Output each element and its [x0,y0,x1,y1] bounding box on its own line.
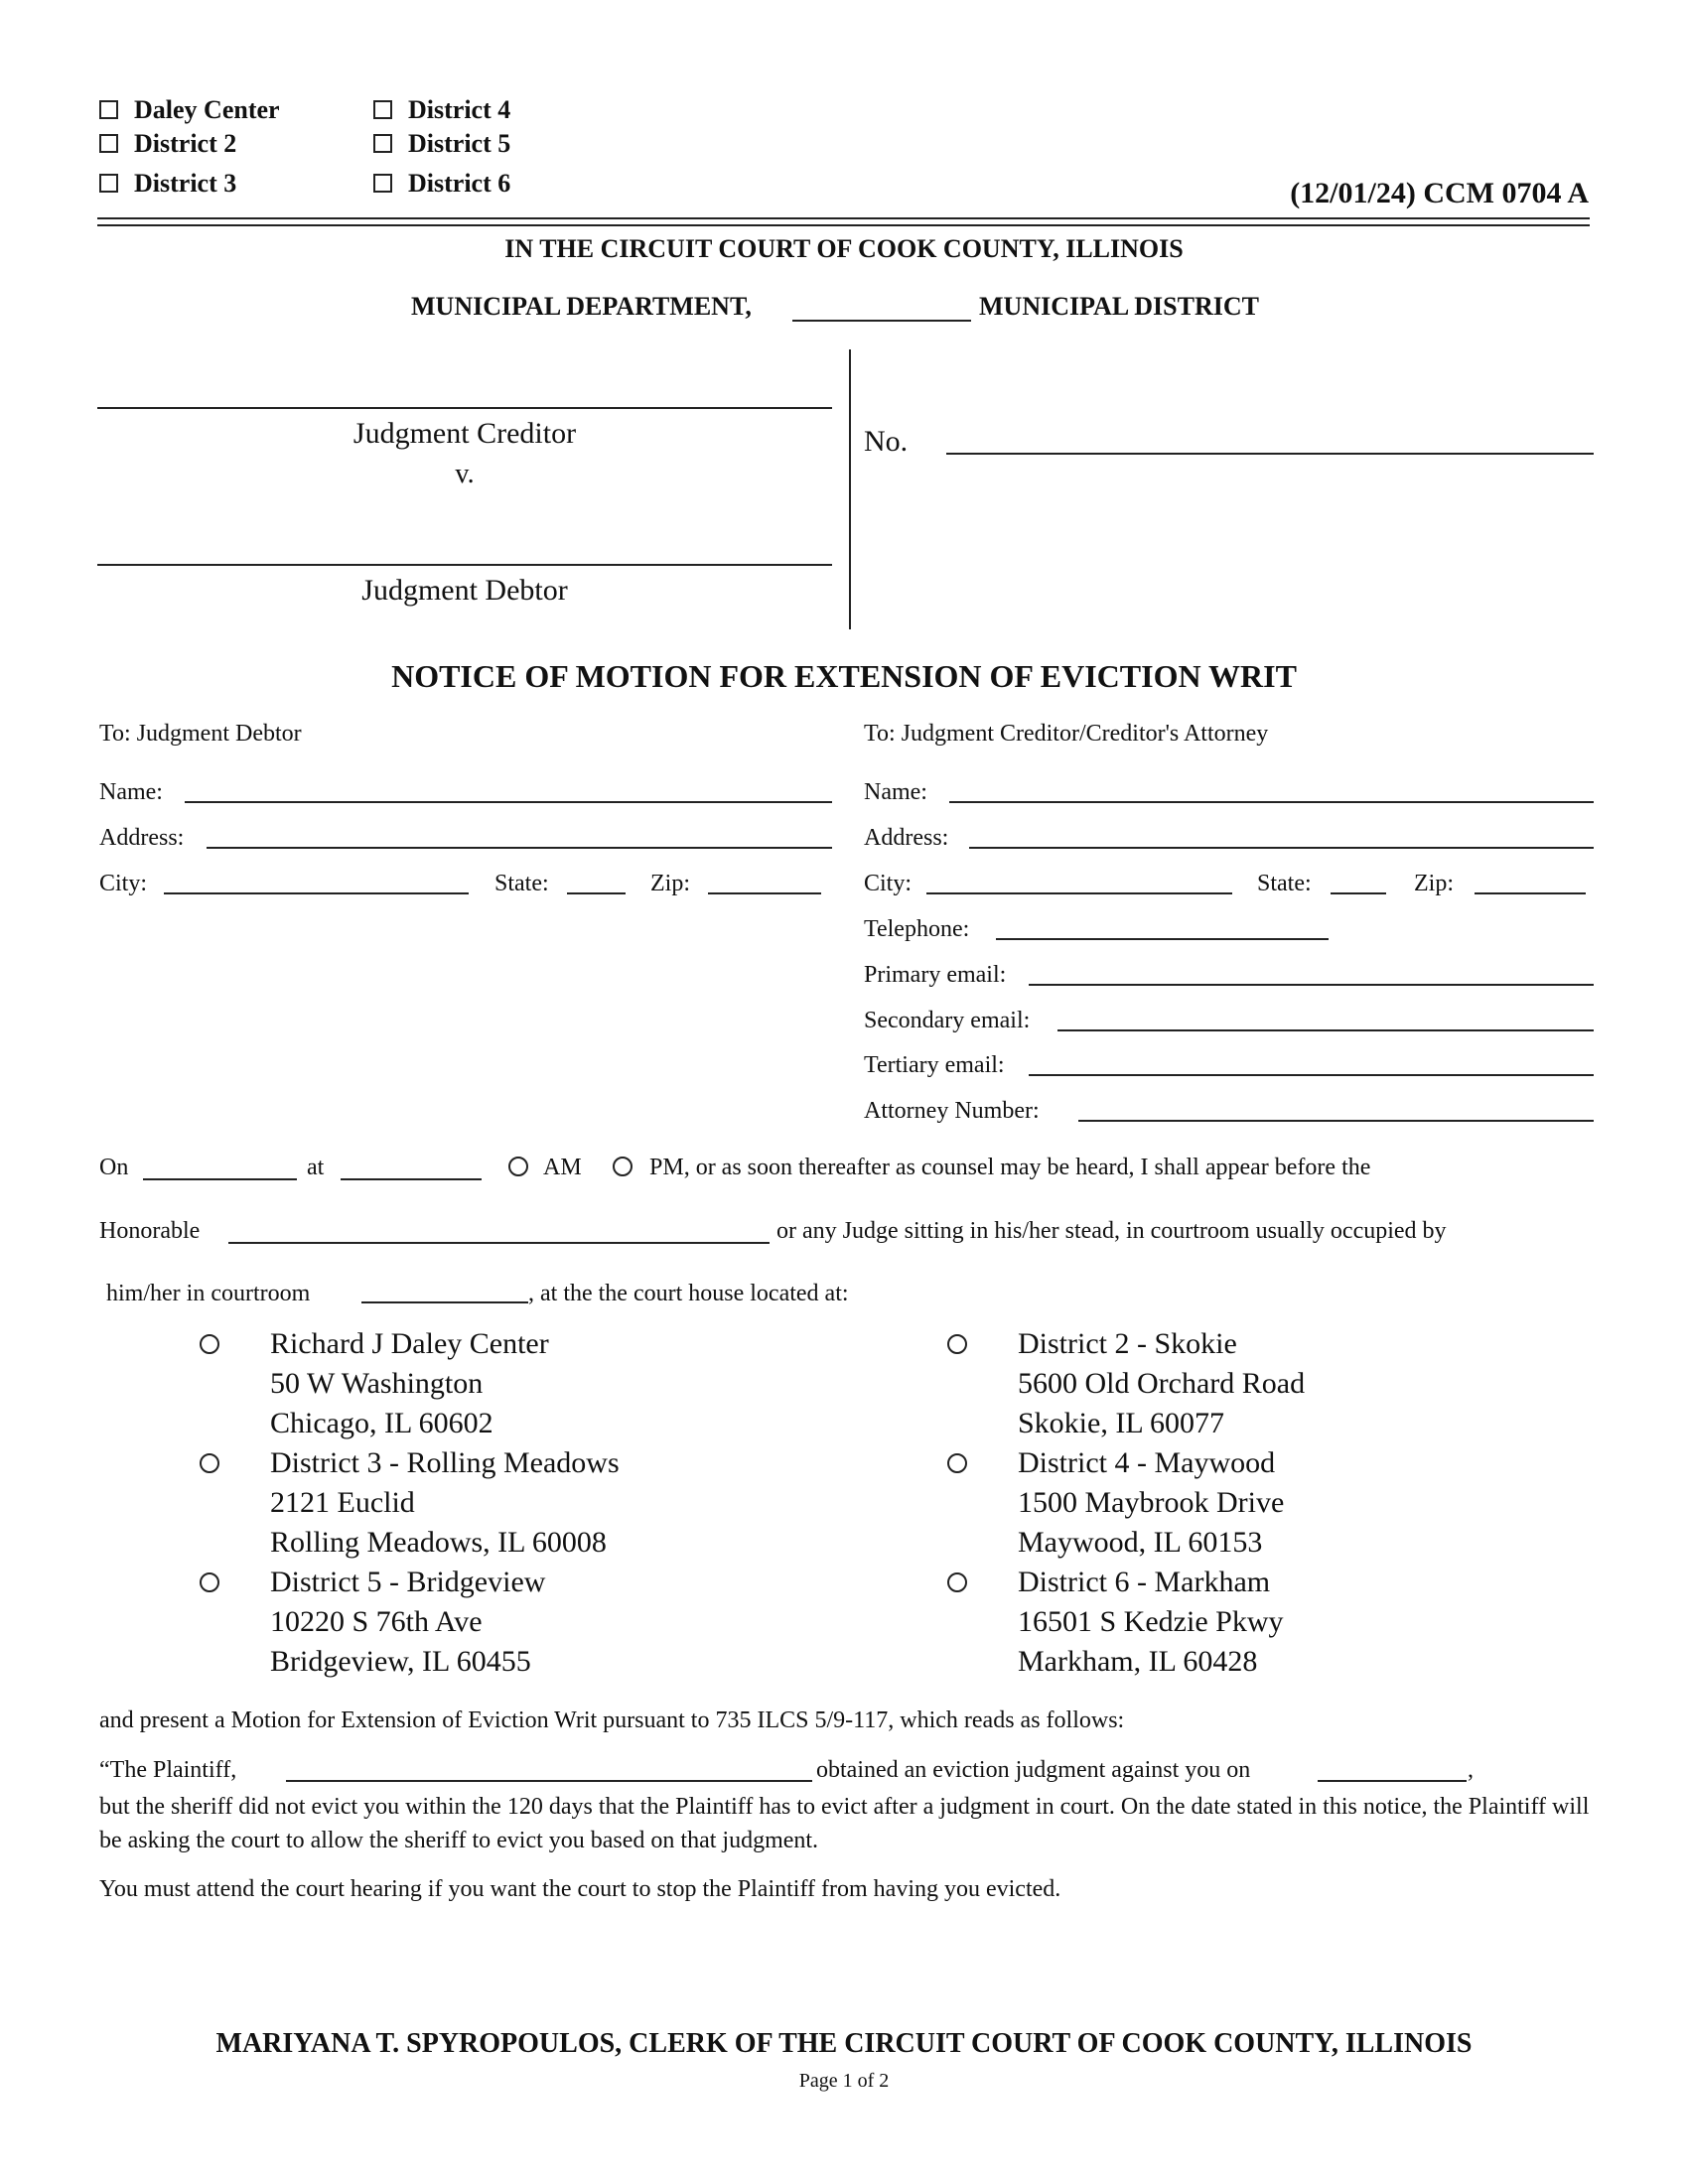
court-title: IN THE CIRCUIT COURT OF COOK COUNTY, ILLINOIS [504,234,1184,263]
comma: , [1468,1757,1474,1783]
to-debtor-heading: To: Judgment Debtor [99,721,302,747]
debtor-zip-label: Zip: [650,871,690,896]
debtor-address-label: Address: [99,825,185,851]
location-name: District 3 - Rolling Meadows [270,1446,620,1479]
judgment-date-field[interactable] [1318,1780,1467,1782]
hearing-date-field[interactable] [143,1178,297,1180]
checkbox-box[interactable] [373,100,392,119]
location-name: Richard J Daley Center [270,1327,549,1360]
creditor-address-label: Address: [864,825,949,851]
checkbox-box[interactable] [99,100,118,119]
location-district-3 [270,1443,620,1563]
checkbox-box[interactable] [99,174,118,193]
at-label: at [307,1155,325,1180]
location-name: District 5 - Bridgeview [270,1566,546,1598]
telephone-label: Telephone: [864,916,970,942]
district-label: MUNICIPAL DISTRICT [979,292,1259,321]
primary-email-field[interactable] [1029,984,1594,986]
location-name: District 2 - Skokie [1018,1327,1237,1360]
location-street: 5600 Old Orchard Road [1018,1367,1306,1400]
present-text: and present a Motion for Extension of Eviction Writ pursuant to 735 ILCS 5/9-117, which reads as follows: [99,1707,1125,1733]
creditor-zip-field[interactable] [1475,892,1586,894]
location-street: 10220 S 76th Ave [270,1605,483,1638]
location-street: 2121 Euclid [270,1486,415,1519]
creditor-state-field[interactable] [1331,892,1386,894]
location-radio-district-3[interactable] [200,1453,219,1473]
location-city: Chicago, IL 60602 [270,1407,493,1439]
checkbox-district-6[interactable]: District 6 [373,169,510,199]
location-district-2 [1018,1324,1305,1443]
plaintiff-name-field[interactable] [286,1780,812,1782]
debtor-address-field[interactable] [207,847,832,849]
location-name: District 4 - Maywood [1018,1446,1276,1479]
attorney-number-label: Attorney Number: [864,1098,1040,1124]
location-radio-district-2[interactable] [947,1334,967,1354]
primary-email-label: Primary email: [864,962,1007,988]
debtor-city-label: City: [99,871,148,896]
location-radio-district-6[interactable] [947,1572,967,1592]
creditor-name-label: Name: [864,779,927,805]
checkbox-box[interactable] [99,134,118,153]
location-city: Markham, IL 60428 [1018,1645,1258,1678]
creditor-zip-label: Zip: [1414,871,1454,896]
header-divider [97,224,1590,226]
on-label: On [99,1155,129,1180]
courtroom-label: him/her in courtroom [106,1281,311,1306]
checkbox-box[interactable] [373,174,392,193]
checkbox-daley-center[interactable]: Daley Center [99,95,280,125]
checkbox-district-5[interactable]: District 5 [373,129,510,159]
debtor-state-label: State: [494,871,549,896]
sheriff-text: but the sheriff did not evict you within the 120 days that the Plaintiff has to evict after a judgment in court. On the date stated in this notice, the Plaintiff will be asking the court to allow the sheriff to evict you based on that judgment. [99,1794,1590,1853]
checkbox-district-4[interactable]: District 4 [373,95,510,125]
telephone-field[interactable] [996,938,1329,940]
dept-label: MUNICIPAL DEPARTMENT, [411,292,752,321]
honorable-label: Honorable [99,1218,201,1244]
location-radio-district-5[interactable] [200,1572,219,1592]
attorney-number-field[interactable] [1078,1120,1594,1122]
location-city: Skokie, IL 60077 [1018,1407,1225,1439]
judgment-debtor-field[interactable] [97,564,832,566]
hearing-time-field[interactable] [341,1178,482,1180]
judge-text: or any Judge sitting in his/her stead, in courtroom usually occupied by [776,1218,1447,1244]
location-district-6 [1018,1563,1283,1682]
case-number-label: No. [864,425,909,458]
pm-text: PM, or as soon thereafter as counsel may be heard, I shall appear before the [649,1155,1371,1180]
location-radio-daley[interactable] [200,1334,219,1354]
debtor-name-label: Name: [99,779,163,805]
checkbox-district-3[interactable]: District 3 [99,169,236,199]
secondary-email-label: Secondary email: [864,1008,1031,1033]
creditor-state-label: State: [1257,871,1312,896]
case-number-field[interactable] [946,453,1594,455]
location-daley [270,1324,549,1443]
creditor-name-field[interactable] [949,801,1594,803]
plaintiff-label: “The Plaintiff, [99,1757,237,1783]
form-code: (12/01/24) CCM 0704 A [1290,177,1589,209]
judge-name-field[interactable] [228,1242,770,1244]
debtor-state-field[interactable] [567,892,626,894]
am-radio[interactable] [508,1157,528,1176]
clerk-footer: MARIYANA T. SPYROPOULOS, CLERK OF THE CIRCUIT COURT OF COOK COUNTY, ILLINOIS [215,2028,1473,2059]
location-city: Rolling Meadows, IL 60008 [270,1526,607,1559]
location-radio-district-4[interactable] [947,1453,967,1473]
creditor-city-label: City: [864,871,913,896]
district-number-field[interactable] [792,320,971,322]
courtroom-field[interactable] [361,1301,528,1303]
caption-divider [849,349,851,629]
courthouse-text: , at the the court house located at: [528,1281,849,1306]
header-divider [97,217,1590,219]
checkbox-district-2[interactable]: District 2 [99,129,236,159]
judgment-creditor-field[interactable] [97,407,832,409]
location-city: Maywood, IL 60153 [1018,1526,1263,1559]
location-district-5 [270,1563,545,1682]
am-label: AM [543,1155,582,1180]
obtained-text: obtained an eviction judgment against you on [816,1757,1251,1783]
tertiary-email-field[interactable] [1029,1074,1594,1076]
creditor-address-field[interactable] [969,847,1594,849]
secondary-email-field[interactable] [1057,1029,1594,1031]
creditor-city-field[interactable] [926,892,1232,894]
creditor-label: Judgment Creditor [352,417,577,450]
location-city: Bridgeview, IL 60455 [270,1645,531,1678]
location-street: 50 W Washington [270,1367,484,1400]
pm-radio[interactable] [613,1157,633,1176]
tertiary-email-label: Tertiary email: [864,1052,1005,1078]
location-name: District 6 - Markham [1018,1566,1271,1598]
debtor-zip-field[interactable] [708,892,821,894]
debtor-city-field[interactable] [164,892,469,894]
debtor-label: Judgment Debtor [361,574,568,607]
page-number: Page 1 of 2 [798,2070,890,2092]
checkbox-box[interactable] [373,134,392,153]
to-creditor-heading: To: Judgment Creditor/Creditor's Attorney [864,721,1269,747]
versus-label: v. [455,459,475,489]
location-district-4 [1018,1443,1284,1563]
location-street: 16501 S Kedzie Pkwy [1018,1605,1284,1638]
notice-title: NOTICE OF MOTION FOR EXTENSION OF EVICTION WRIT [391,658,1297,694]
location-street: 1500 Maybrook Drive [1018,1486,1285,1519]
attend-text: You must attend the court hearing if you want the court to stop the Plaintiff from having you evicted. [99,1876,1061,1902]
debtor-name-field[interactable] [185,801,832,803]
